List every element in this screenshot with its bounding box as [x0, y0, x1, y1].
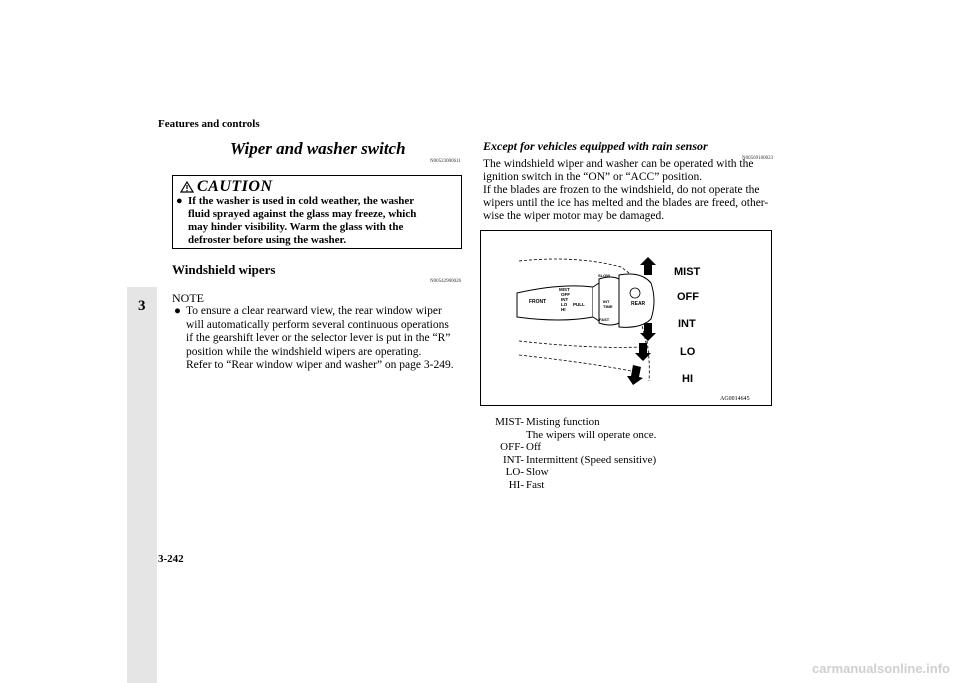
note-line: position while the windshield wipers are operating. [186, 345, 422, 358]
caution-line: fluid sprayed against the glass may freeze, which [188, 208, 417, 220]
caution-box [172, 175, 462, 249]
lever-fast-label: FAST [599, 317, 610, 322]
arrow-down-icon [640, 323, 656, 341]
legend-item [486, 428, 657, 442]
caution-heading: CAUTION [197, 178, 273, 195]
section-title-code: N00523000611 [430, 159, 461, 164]
note-line: Refer to “Rear window wiper and washer” on page 3-249. [186, 359, 454, 371]
lever-hi-label: HI [561, 307, 566, 312]
paragraph-line: The windshield wiper and washer can be operated with the [483, 158, 754, 170]
legend-item [486, 453, 657, 467]
section-title: Wiper and washer switch [230, 139, 406, 158]
position-label-int: INT [678, 318, 696, 330]
body-paragraph [483, 158, 772, 223]
running-header: Features and controls [158, 118, 260, 130]
legend-item [486, 466, 549, 479]
position-label-off: OFF [677, 291, 699, 303]
note-line: if the gearshift lever or the selector lever is put in the “R” [186, 332, 451, 344]
wiper-lever-diagram [481, 231, 771, 405]
section-heading-rain-sensor: Except for vehicles equipped with rain sensor [483, 139, 708, 153]
caution-line: may hinder visibility. Warm the glass with the [188, 221, 404, 233]
note-body [174, 305, 462, 373]
legend-desc: Misting function [526, 416, 600, 428]
caution-text [176, 195, 458, 247]
legend-term: INT- [503, 453, 524, 466]
lever-slow-label: SLOW [598, 273, 610, 278]
footer-watermark[interactable]: carmanualsonline.info [812, 661, 950, 676]
legend-desc: The wipers will operate once. [526, 428, 657, 441]
subheading-code: N00542900026 [430, 279, 462, 284]
lever-rear-label: REAR [631, 301, 646, 307]
bullet-icon: ● [176, 195, 183, 207]
bullet-icon: ● [174, 305, 181, 317]
note-line: will automatically perform several continuous operations [186, 318, 449, 331]
legend-item [486, 416, 600, 429]
lever-pull-label: PULL [573, 302, 585, 307]
chapter-side-tab [127, 287, 157, 683]
paragraph-line: wise the wiper motor may be damaged. [483, 210, 665, 222]
lever-mist-label: MIST [559, 287, 570, 292]
legend-term: OFF- [500, 441, 524, 453]
paragraph-line: wipers until the ice has melted and the blades are freed, other- [483, 197, 769, 209]
warning-triangle-icon [180, 181, 194, 193]
arrow-down-icon [627, 365, 643, 385]
lever-lo-label: LO [561, 302, 568, 307]
position-label-hi: HI [682, 373, 693, 385]
figure-code: AG0014645 [720, 396, 750, 402]
legend-term: MIST- [495, 416, 524, 428]
legend-desc: Fast [526, 478, 545, 491]
lever-int-label: INT [561, 297, 569, 302]
legend-desc: Off [526, 441, 542, 453]
legend-item [486, 478, 545, 492]
wiper-lever-illustration [480, 230, 772, 406]
legend-term: HI- [508, 478, 524, 491]
lever-front-label: FRONT [529, 299, 547, 305]
legend-term: LO- [505, 466, 524, 478]
lever-int2-label: INT [603, 299, 610, 304]
paragraph-line: If the blades are frozen to the windshield, do not operate the [483, 184, 760, 196]
arrow-up-icon [640, 257, 656, 275]
page-number: 3-242 [158, 553, 184, 565]
caution-line: defroster before using the washer. [188, 234, 347, 246]
note-label: NOTE [172, 291, 204, 305]
section-heading-code: N00569100023 [742, 156, 774, 161]
legend-item [486, 441, 542, 454]
position-label-mist: MIST [674, 266, 701, 278]
subheading-windshield-wipers: Windshield wipers [172, 262, 276, 277]
lever-time-label: TIME [603, 304, 613, 309]
legend-list [486, 416, 657, 491]
chapter-number: 3 [138, 298, 146, 314]
note-line: To ensure a clear rearward view, the rear window wiper [186, 305, 442, 317]
lever-off-label: OFF [561, 292, 570, 297]
paragraph-line: ignition switch in the “ON” or “ACC” position. [483, 171, 703, 183]
caution-line: If the washer is used in cold weather, the washer [188, 195, 415, 207]
position-label-lo: LO [680, 346, 696, 358]
legend-desc: Intermittent (Speed sensitive) [526, 453, 657, 466]
legend-desc: Slow [526, 466, 549, 478]
